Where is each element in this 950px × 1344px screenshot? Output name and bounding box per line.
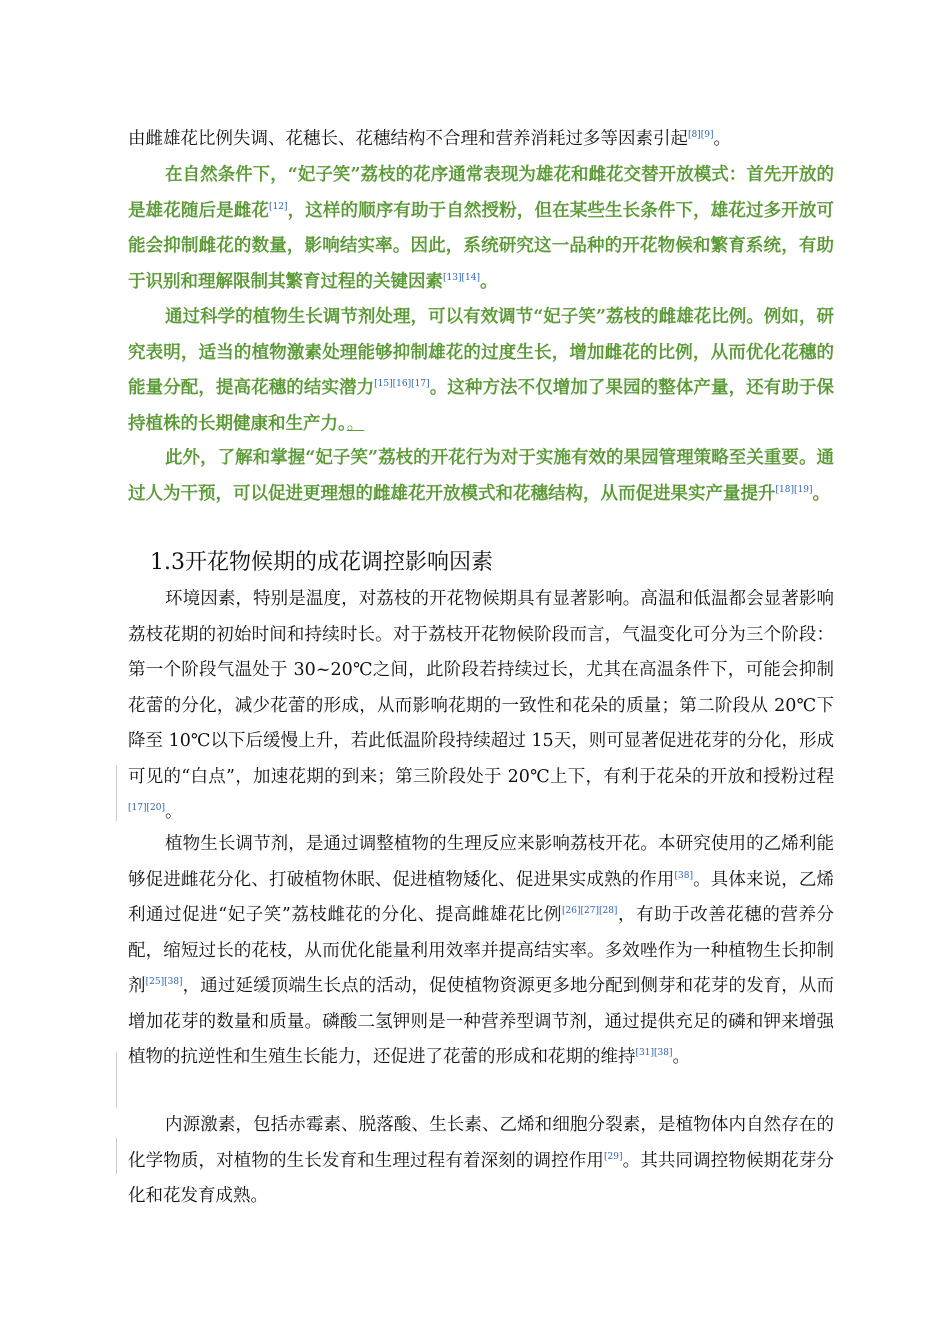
revision-bar <box>116 1138 117 1174</box>
revision-mark: 。 <box>346 413 365 434</box>
paragraph-management: 此外，了解和掌握“妃子笑”荔枝的开花行为对于实施有效的果园管理策略至关重要。通过人为干预，可以促进更理想的雌雄花开放模式和花穗结构，从而促进果实产量提升[18][19]。 <box>128 448 834 504</box>
citation[interactable]: [38] <box>674 870 693 881</box>
paragraph-plant-regulators: 植物生长调节剂，是通过调整植物的生理反应来影响荔枝开花。本研究使用的乙烯利能够促进雌花分化、打破植物休眠、促进植物矮化、促进果实成熟的作用[38]。具体来说，乙烯利通过促进“妃子笑”荔枝雌花的分化、提高雌雄花比例[26][27][28]，有助于改善花穗的营养分配，缩短过长的花枝，从而优化能量利用效率并提高结实率。多效唑作为一种植物生长抑制剂[25][38]，通过延缓顶端生长点的活动，促使植物资源更多地分配到侧芽和花芽的发育，从而增加花芽的数量和质量。磷酸二氢钾则是一种营养型调节剂，通过提供充足的磷和钾来增强植物的抗逆性和生殖生长能力，还促进了花蕾的形成和花期的维持[31][38]。 <box>128 834 835 1067</box>
revision-bar <box>116 1052 117 1108</box>
paragraph-endogenous-hormones: 内源激素，包括赤霉素、脱落酸、生长素、乙烯和细胞分裂素，是植物体内自然存在的化学物质，对植物的生长发育和生理过程有着深刻的调控作用[29]。其共同调控物候期花芽分化和花发育成熟。 <box>128 1115 835 1206</box>
revision-bar <box>116 765 117 821</box>
citation[interactable]: [18][19] <box>775 484 813 495</box>
paragraph-flower-sequence: 在自然条件下，“妃子笑”荔枝的花序通常表现为雄花和雌花交替开放模式：首先开放的是雄花随后是雌花[12]，这样的顺序有助于自然授粉，但在某些生长条件下，雄花过多开放可能会抑制雌花的数量，影响结实率。因此，系统研究这一品种的开花物候和繁育系统，有助于识别和理解限制其繁育过程的关键因素[13][14]。 <box>128 165 835 292</box>
section-heading: 1.3开花物候期的成花调控影响因素 <box>150 550 493 575</box>
paragraph-growth-regulator: 通过科学的植物生长调节剂处理，可以有效调节“妃子笑”荔枝的雌雄花比例。例如，研究表明，适当的植物激素处理能够抑制雄花的过度生长，增加雌花的比例，从而优化花穗的能量分配，提高花穗的结实潜力[15][16][17]。这种方法不仅增加了果园的整体产量，还有助于保持植株的长期健康和生产力。。 <box>128 307 835 434</box>
citation[interactable]: [17][20] <box>128 803 165 814</box>
paragraph-continuation: 由雌雄花比例失调、花穗长、花穗结构不合理和营养消耗过多等因素引起[8][9]。 <box>128 129 731 149</box>
citation[interactable]: [26][27][28] <box>562 906 618 917</box>
citation[interactable]: [8][9] <box>688 130 714 141</box>
citation[interactable]: [12] <box>269 201 288 212</box>
citation[interactable]: [25][38] <box>145 977 183 988</box>
citation[interactable]: [13][14] <box>443 272 480 283</box>
citation[interactable]: [15][16][17] <box>374 379 430 390</box>
paragraph-environment: 环境因素，特别是温度，对荔枝的开花物候期具有显著影响。高温和低温都会显著影响荔枝花期的初始时间和持续时长。对于荔枝开花物候阶段而言，气温变化可分为三个阶段：第一个阶段气温处于 30~20℃之间，此阶段若持续过长，尤其在高温条件下，可能会抑制花蕾的分化，减少花蕾的形成，从而影响花期的一致性和花朵的质量；第二阶段从 20℃下降至 10℃以下后缓慢上升，若此低温阶段持续超过 15天，则可显著促进花芽的分化，形成可见的“白点”，加速花期的到来；第三阶段处于 20℃上下，有利于花朵的开放和授粉过程[17][20]。 <box>128 589 834 822</box>
citation[interactable]: [31][38] <box>635 1048 673 1059</box>
citation[interactable]: [29] <box>603 1151 623 1162</box>
